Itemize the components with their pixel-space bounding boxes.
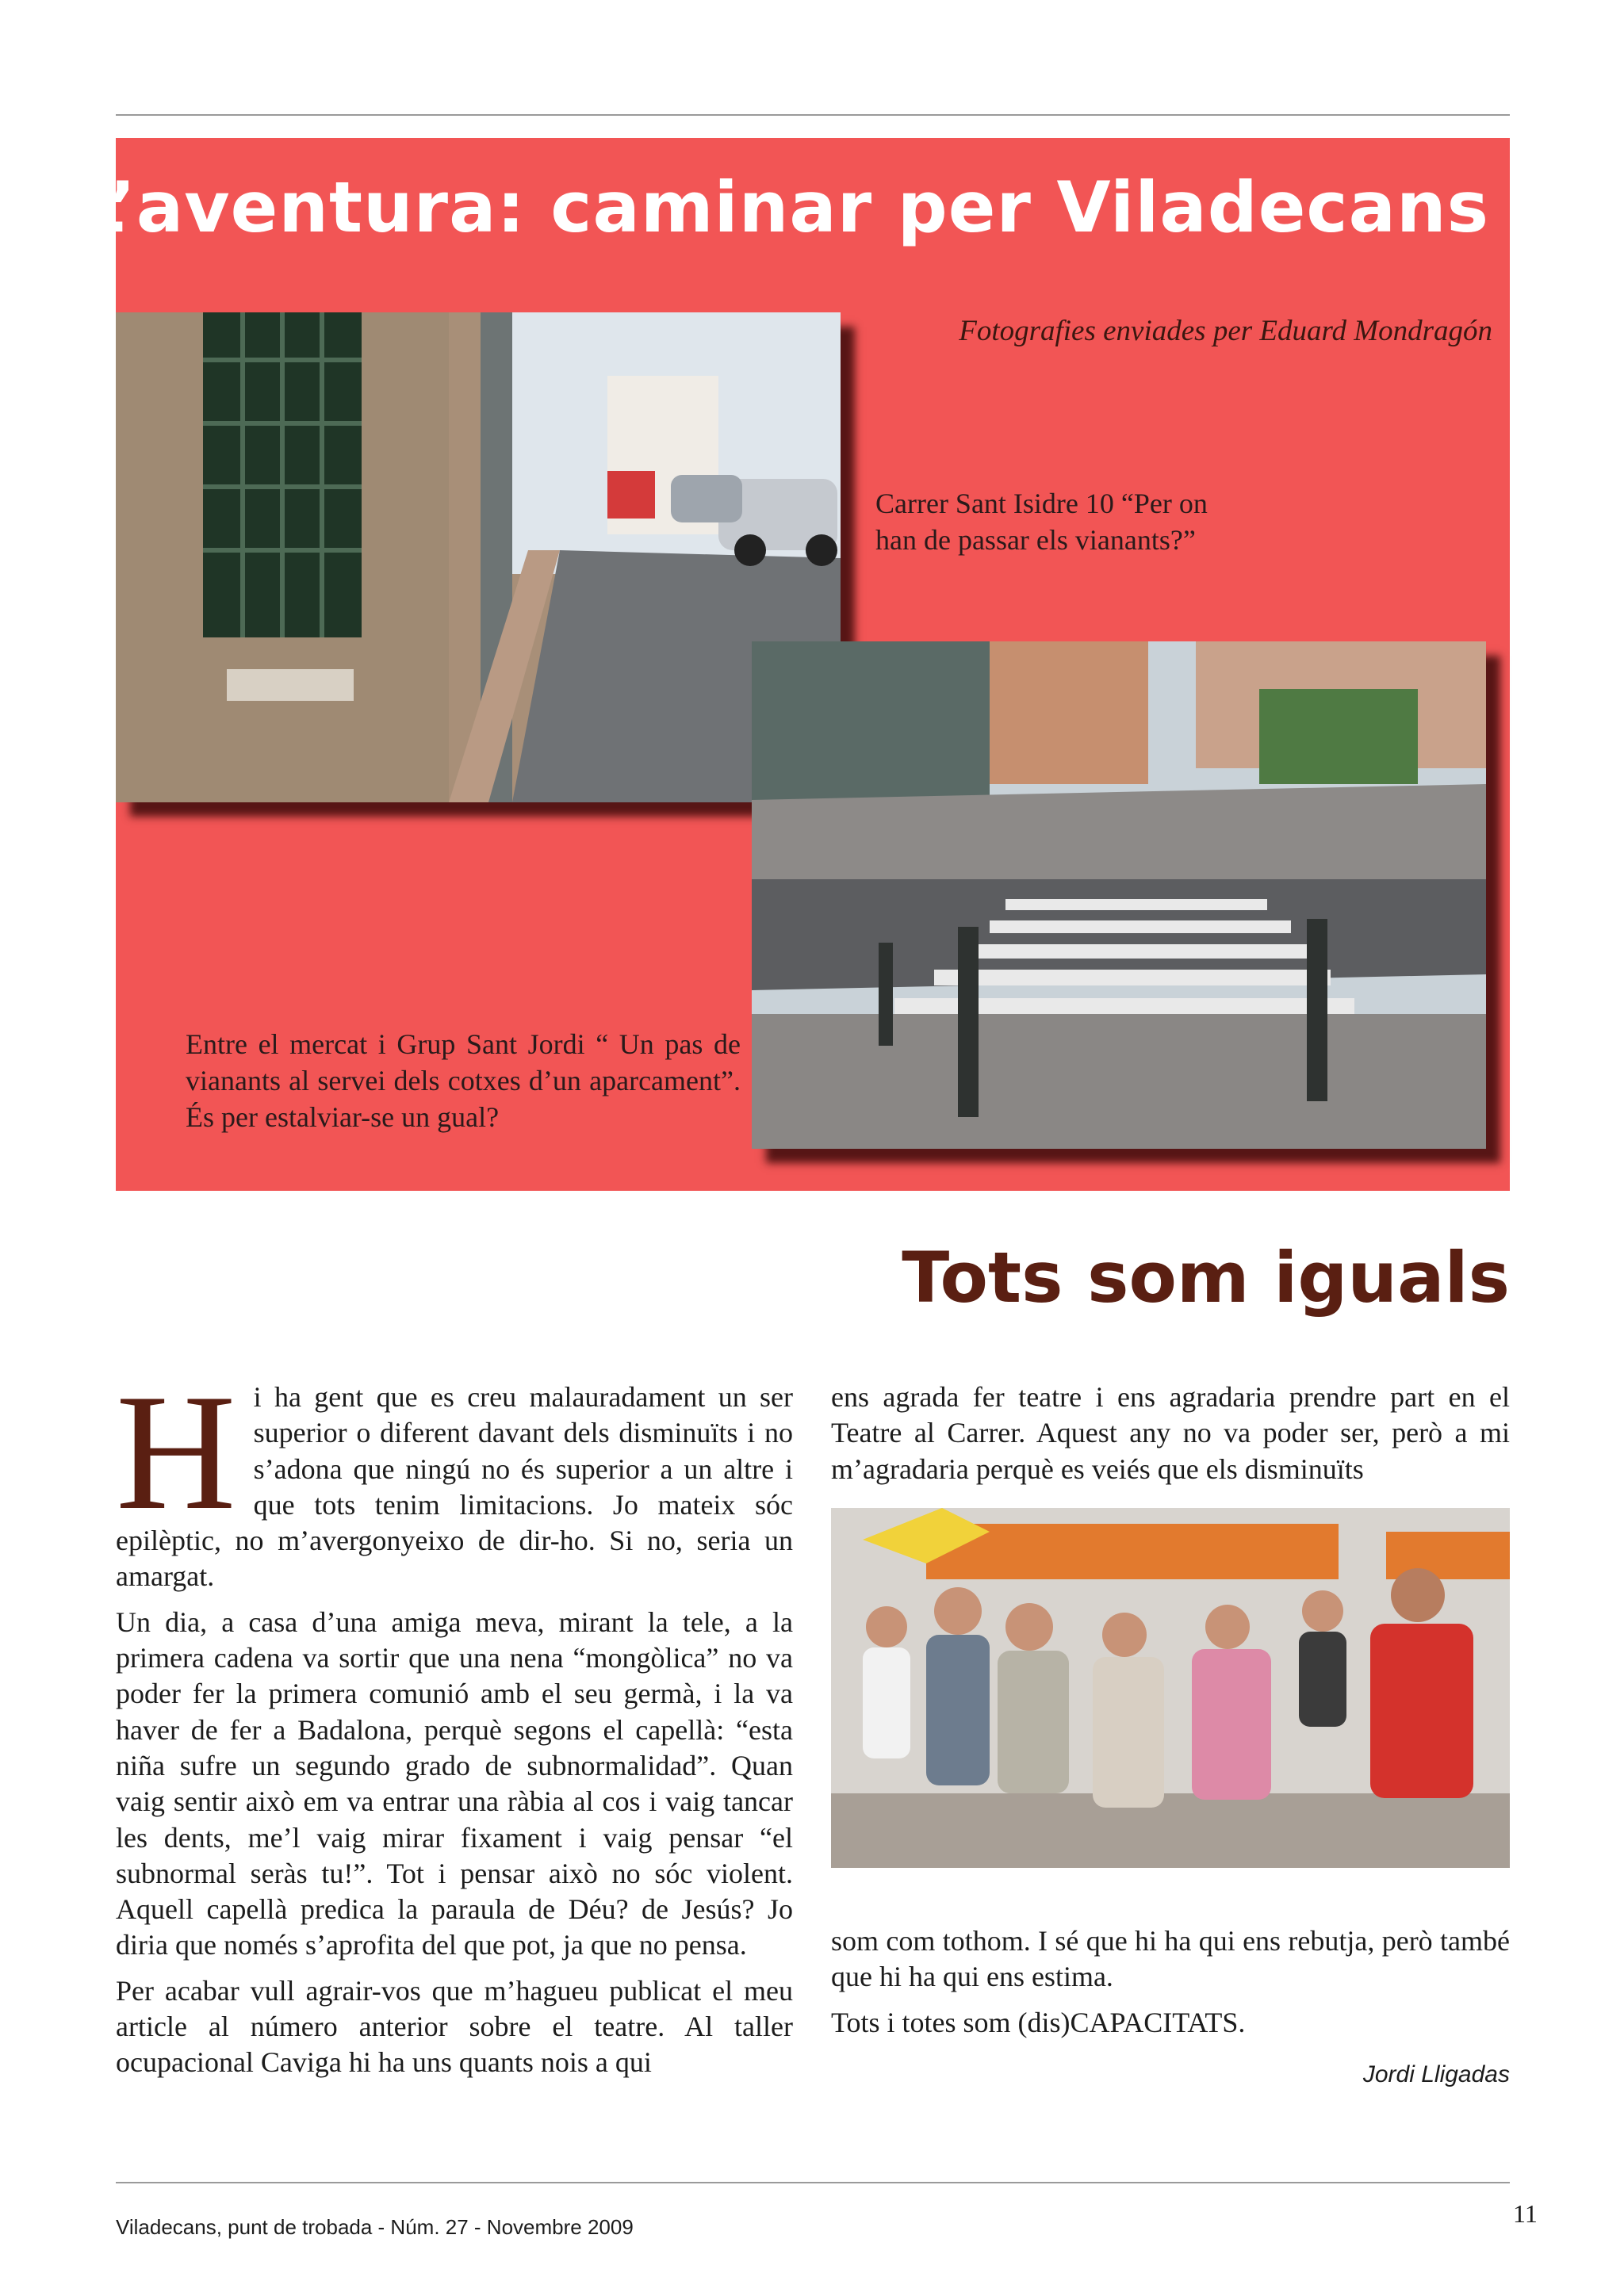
photo-credit: Fotografies enviades per Eduard Mondragón [959, 315, 1492, 347]
article-paragraph-2: Un dia, a casa d’una amiga meva, mirant la tele, a la primera cadena va sortir que una nena “mongòlica” no va poder fer la primera comunió amb el seu germà, i la va haver de fer a Badalona, perquè segons el capellà: “esta niña sufre un segundo grado de subnormalidad”. Quan vaig sentir això em va entrar una ràbia al cos i vaig tancar les dents, me’l vaig mirar fixament i vaig pensar “el subnormal seràs tu!”. Tot i pensar això no sóc violent. Aquell capellà predica la paraula de Déu? de Jesús? Jo diria que només s’aprofita del que pot, ja que no pensa. [116, 1605, 793, 1961]
article-paragraph-6: Tots i totes som (dis)CAPACITATS. [831, 2006, 1246, 2038]
article-column-1 [116, 1360, 793, 2091]
article-paragraph-5: som com tothom. I sé que hi ha qui ens rebutja, però també que hi ha qui ens estima. [831, 1925, 1510, 1993]
street-photo-sant-isidre [116, 312, 841, 802]
dancing-group-image [831, 1508, 1510, 1868]
article-column-2-bottom [831, 1923, 1510, 2050]
paragraph-1-text: i ha gent que es creu malauradament un ser superior o diferent davant dels disminuïts i no s’adona que ningú no és superior a un altre i que tots tenim limitacions. Jo mateix sóc epilèptic, no m’avergonyeixo de dir-ho. Si no, seria un amargat. [116, 1381, 793, 1593]
drop-cap: H [116, 1360, 236, 1544]
bottom-rule [116, 2182, 1510, 2183]
footer-publication: Viladecans, punt de trobada - Núm. 27 - Novembre 2009 [116, 2215, 634, 2239]
dancing-group-photo [831, 1508, 1510, 1868]
street-photo-image [116, 312, 841, 802]
feature-title: L’aventura: caminar per Viladecans [79, 166, 1489, 248]
crossing-photo-image [752, 641, 1486, 1149]
feature-block [79, 138, 1510, 1191]
article-paragraph-1 [116, 1360, 793, 1595]
article-column-2-top [831, 1380, 1510, 1497]
article-paragraph-3: Per acabar vull agrair-vos que m’hagueu publicat el meu article al número anterior sobre el teatre. Al taller ocupacional Caviga hi ha uns quants nois a qui [116, 1974, 793, 2079]
article-author: Jordi Lligadas [1362, 2061, 1510, 2087]
page-number: 11 [1513, 2199, 1538, 2228]
caption-sant-isidre: Carrer Sant Isidre 10 “Per on han de passar els vianants?” [875, 488, 1208, 556]
caption-mercat: Entre el mercat i Grup Sant Jordi “ Un pas de vianants al servei dels cotxes d’un aparcament”. És per estalviar-se un gual? [186, 1028, 741, 1133]
article-title: Tots som iguals [902, 1237, 1510, 1318]
article-paragraph-4: ens agrada fer teatre i ens agradaria prendre part en el Teatre al Carrer. Aquest any no va poder ser, però a mi m’agradaria perquè es veiés que els disminuïts [831, 1381, 1510, 1485]
crossing-photo-mercat [752, 641, 1486, 1149]
top-rule [116, 114, 1510, 116]
